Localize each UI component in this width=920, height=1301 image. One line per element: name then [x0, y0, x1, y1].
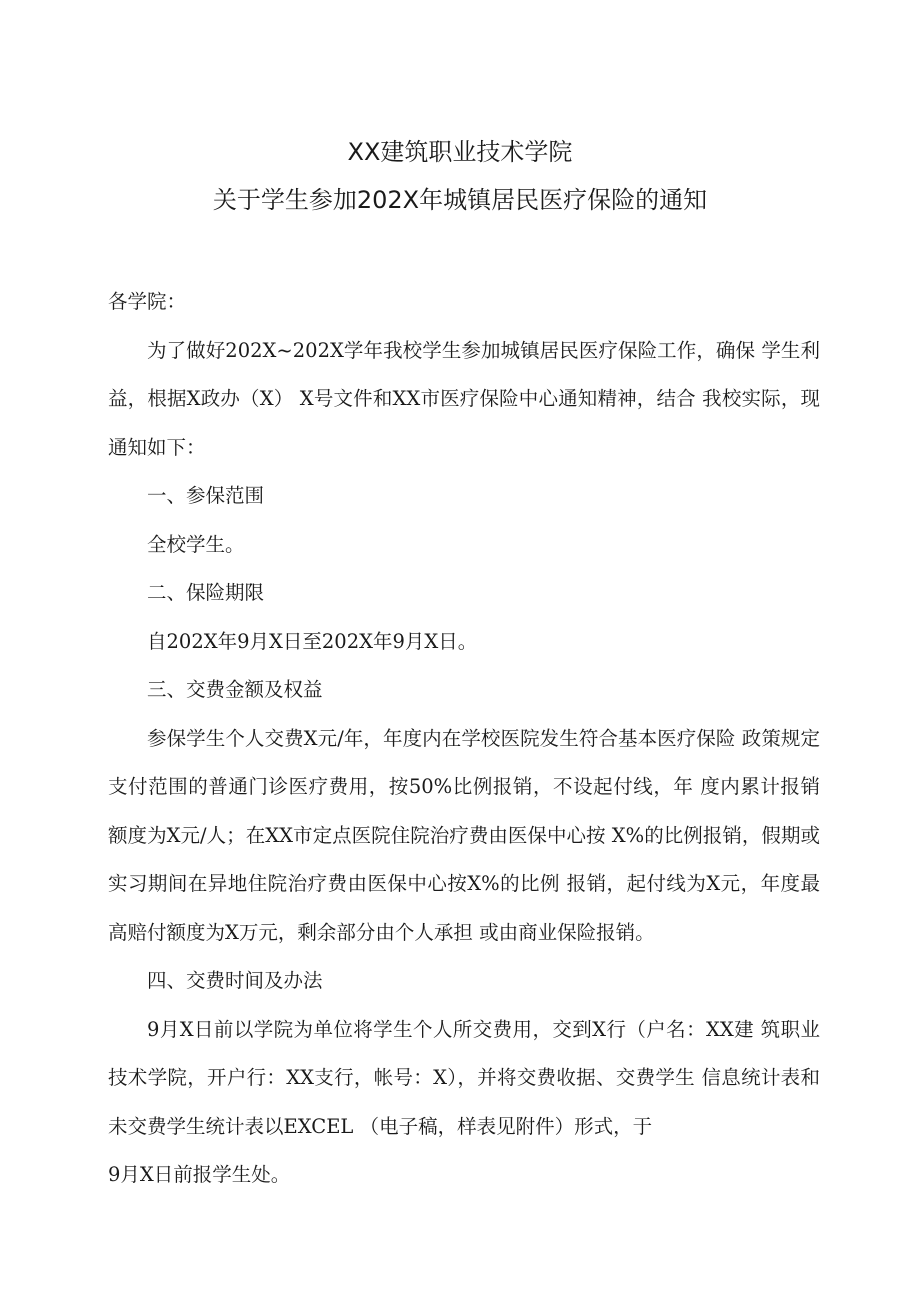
fees-paragraph: 参保学生个人交费X元/年，年度内在学校医院发生符合基本医疗保险 政策规定支付范围的普通门诊医疗费用，按50%比例报销，不设起付线，年 度内累计报销额度为X元/人；在XX市定点医院住院治疗费由医保中心按 X%的比例报销，假期或实习期间在异地住院治疗费由医保中心按X%的比例 报销，起付线为X元，年度最高赔付额度为X万元，剩余部分由个人承担 或由商业保险报销。 — [108, 726, 820, 944]
intro-paragraph: 为了做好202X~202X学年我校学生参加城镇居民医疗保险工作，确保 学生利益，根据X政办（X） X号文件和XX市医疗保险中心通知精神，结合 我校实际，现通知如下： — [108, 338, 820, 459]
period-paragraph: 自202X年9月X日至202X年9月X日。 — [147, 629, 478, 653]
document-body — [108, 278, 820, 1200]
section-heading-payment: 四、交费时间及办法 — [147, 969, 323, 992]
scope-paragraph: 全校学生。 — [147, 532, 245, 556]
salutation: 各学院： — [108, 290, 187, 313]
section-heading-fees: 三、交费金额及权益 — [147, 678, 323, 701]
section-heading-scope: 一、参保范围 — [147, 484, 265, 507]
section-heading-period: 二、保险期限 — [147, 581, 265, 604]
payment-last-line: 9月X日前报学生处。 — [108, 1163, 291, 1186]
document-title-line1: XX建筑职业技术学院 — [347, 138, 573, 166]
payment-paragraph: 9月X日前以学院为单位将学生个人所交费用，交到X行（户名：XX建 筑职业技术学院，开户行：XX支行，帐号：X），并将交费收据、交费学生 信息统计表和未交费学生统计表以EXCEL （电子稿，样表见附件）形式，于 — [108, 1017, 820, 1138]
document-title-line2: 关于学生参加202X年城镇居民医疗保险的通知 — [212, 186, 708, 214]
